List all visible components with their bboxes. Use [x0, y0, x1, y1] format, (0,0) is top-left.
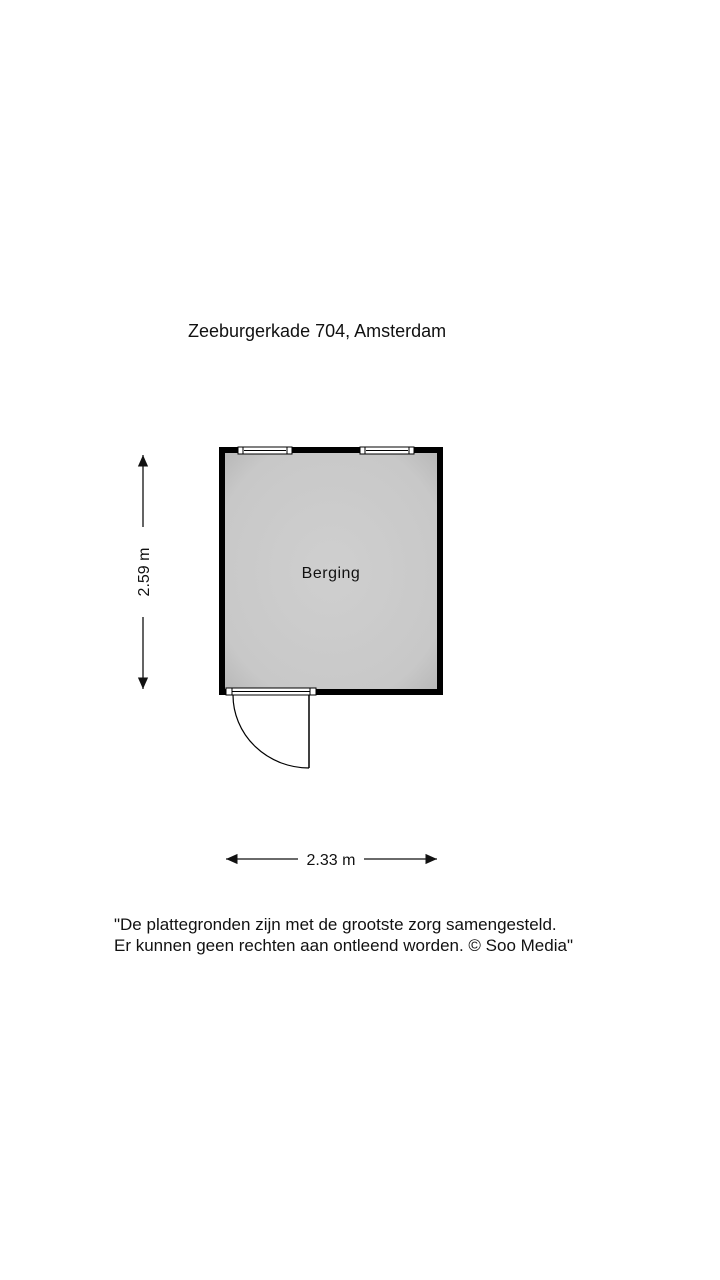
dimension-width-label: 2.33 m — [306, 852, 356, 869]
window-right — [360, 447, 414, 454]
window-left — [238, 447, 292, 454]
door — [226, 688, 316, 768]
address-title: Zeeburgerkade 704, Amsterdam — [188, 321, 447, 341]
room-label: Berging — [301, 565, 361, 582]
disclaimer-line-2: Er kunnen geen rechten aan ontleend worden. © Soo Media" — [114, 936, 573, 955]
dimension-height-label: 2.59 m — [136, 547, 153, 597]
disclaimer — [114, 914, 573, 956]
dimension-width — [226, 852, 437, 869]
disclaimer-line-1: "De plattegronden zijn met de grootste zorg samengesteld. — [114, 915, 557, 934]
dimension-height — [136, 455, 153, 689]
door-swing-arc — [233, 695, 309, 768]
